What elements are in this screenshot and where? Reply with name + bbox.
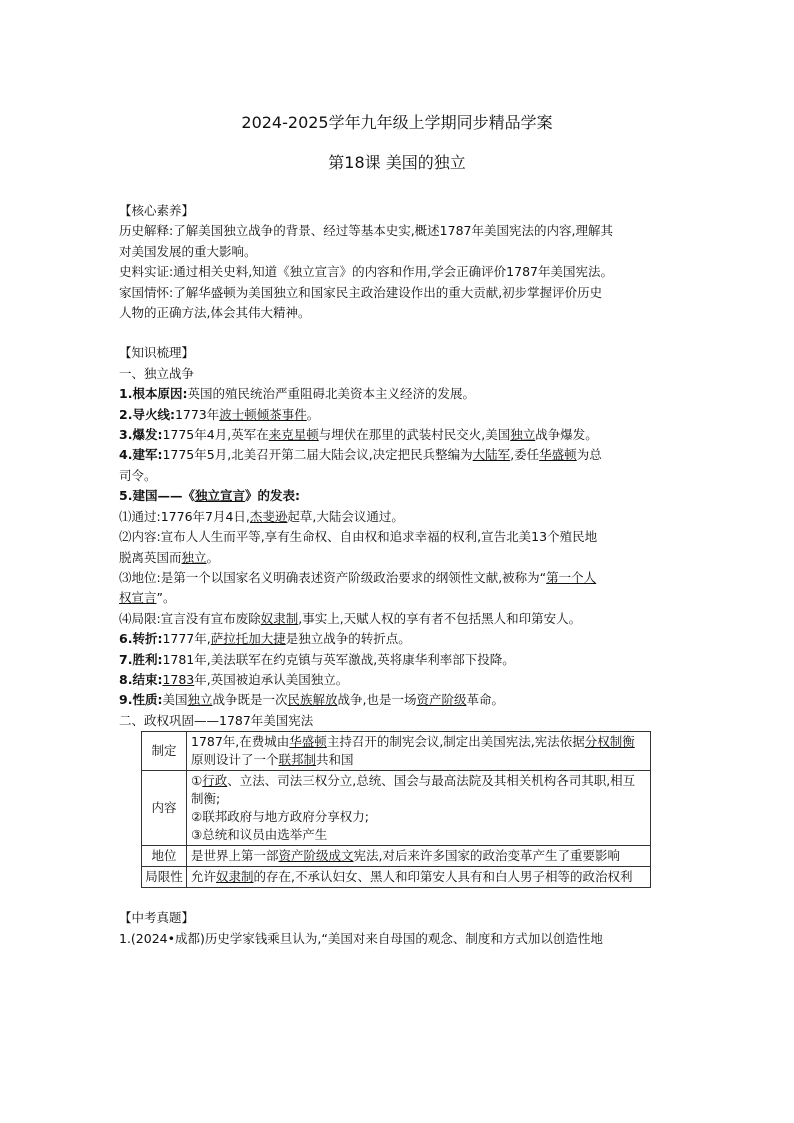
- row-cell: 允许奴隶制的存在,不承认妇女、黑人和印第安人具有和白人男子相等的政治权利: [187, 867, 651, 888]
- row-header: 内容: [142, 771, 187, 846]
- item-limit: ⑷局限:宣言没有宣布废除奴隶制,事实上,天赋人权的享有者不包括黑人和印第安人。: [119, 610, 582, 626]
- item-content-cont: 脱离英国而独立。: [119, 549, 220, 565]
- item-nature: 9.性质:美国独立战争既是一次民族解放战争,也是一场资产阶级革命。: [119, 692, 505, 708]
- item-outbreak: 3.爆发:1775年4月,英军在来克星顿与埋伏在那里的武装村民交火,美国独立战争爆发。: [119, 427, 598, 443]
- document-title: 2024-2025学年九年级上学期同步精品学案: [241, 113, 553, 132]
- row-cell: 是世界上第一部资产阶级成文宪法,对后来许多国家的政治变革产生了重要影响: [187, 846, 651, 867]
- item-end: 8.结束:1783年,英国被迫承认美国独立。: [119, 671, 349, 687]
- core-line: 历史解释:了解美国独立战争的背景、经过等基本史实,概述1787年美国宪法的内容,理解其: [119, 223, 613, 239]
- item-status: ⑶地位:是第一个以国家名义明确表述资产阶级政治要求的纲领性文献,被称为“第一个人: [119, 569, 597, 585]
- item-victory: 7.胜利:1781年,美法联军在约克镇与英军激战,英将康华利率部下投降。: [119, 651, 515, 667]
- item-army-cont: 司令。: [119, 467, 157, 483]
- core-line: 对美国发展的重大影响。: [119, 243, 257, 259]
- item-content: ⑵内容:宣布人人生而平等,享有生命权、自由权和追求幸福的权利,宣告北美13个殖民地: [119, 529, 598, 545]
- exam-question: 1.(2024•成都)历史学家钱乘旦认为,“美国对来自母国的观念、制度和方式加以创造性地: [119, 930, 603, 946]
- core-line: 人物的正确方法,体会其伟大精神。: [119, 305, 311, 321]
- item-passed: ⑴通过:1776年7月4日,杰斐逊起草,大陆会议通过。: [119, 508, 404, 524]
- item-fuse: 2.导火线:1773年波士顿倾茶事件。: [119, 406, 320, 422]
- constitution-table: [141, 731, 651, 888]
- row-cell: ①行政、立法、司法三权分立,总统、国会与最高法院及其相关机构各司其职,相互制衡; ②联邦政府与地方政府分享权力; ③总统和议员由选举产生: [187, 771, 651, 846]
- core-line: 家国情怀:了解华盛顿为美国独立和国家民主政治建设作出的重大贡献,初步掌握评价历史: [119, 284, 603, 300]
- item-army: 4.建军:1775年5月,北美召开第二届大陆会议,决定把民兵整编为大陆军,委任华盛顿为总: [119, 447, 602, 463]
- item-root-cause: 1.根本原因:英国的殖民统治严重阻碍北美资本主义经济的发展。: [119, 386, 475, 402]
- item-turning: 6.转折:1777年,萨拉托加大捷是独立战争的转折点。: [119, 631, 411, 647]
- section-heading-war: 一、独立战争: [119, 365, 195, 381]
- row-header: 地位: [142, 846, 187, 867]
- table-row: [142, 867, 651, 888]
- row-cell: 1787年,在费城由华盛顿主持召开的制宪会议,制定出美国宪法,宪法依据分权制衡原则设计了一个联邦制共和国: [187, 732, 651, 771]
- lesson-title: 第18课 美国的独立: [328, 153, 466, 172]
- section-heading-constitution: 二、政权巩固——1787年美国宪法: [119, 712, 314, 728]
- row-header: 局限性: [142, 867, 187, 888]
- item-founding: 5.建国——《独立宣言》的发表:: [119, 488, 300, 504]
- table-row: [142, 846, 651, 867]
- item-status-cont: 权宣言”。: [119, 590, 176, 606]
- table-row: [142, 732, 651, 771]
- core-heading: 【核心素养】: [119, 203, 195, 218]
- document-body: [119, 201, 679, 949]
- core-line: 史料实证:通过相关史料,知道《独立宣言》的内容和作用,学会正确评价1787年美国宪法。: [119, 264, 613, 280]
- row-header: 制定: [142, 732, 187, 771]
- table-row: [142, 771, 651, 846]
- exam-heading: 【中考真题】: [119, 910, 195, 926]
- knowledge-heading: 【知识梳理】: [119, 345, 195, 361]
